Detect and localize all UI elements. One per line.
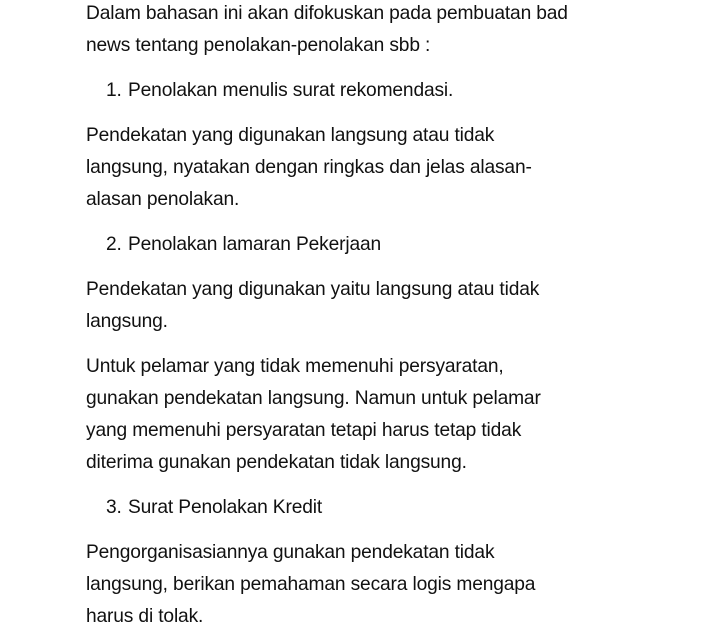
text-line: langsung, berikan pemahaman secara logis mengapa	[86, 574, 536, 595]
list-number: 2.	[106, 234, 122, 255]
text-line: Pendekatan yang digunakan langsung atau tidak	[86, 125, 495, 146]
text-line: Pendekatan yang digunakan yaitu langsung atau tidak	[86, 279, 540, 300]
list-item-2	[86, 229, 646, 261]
text-line: Pengorganisasiannya gunakan pendekatan tidak	[86, 542, 495, 563]
paragraph-3	[86, 351, 646, 479]
intro-paragraph	[86, 0, 646, 62]
text-line: Untuk pelamar yang tidak memenuhi persyaratan,	[86, 356, 504, 377]
paragraph-1	[86, 120, 646, 216]
text-line: langsung, nyatakan dengan ringkas dan jelas alasan-	[86, 157, 532, 178]
list-number: 1.	[106, 80, 122, 101]
paragraph-2	[86, 274, 646, 338]
text-line: Dalam bahasan ini akan difokuskan pada pembuatan bad	[86, 3, 568, 24]
document-body	[86, 0, 646, 630]
text-line: gunakan pendekatan langsung. Namun untuk pelamar	[86, 388, 541, 409]
text-line: harus di tolak.	[86, 606, 204, 627]
text-line: alasan penolakan.	[86, 189, 240, 210]
text-line: news tentang penolakan-penolakan sbb :	[86, 35, 431, 56]
list-item-text: Penolakan menulis surat rekomendasi.	[128, 80, 454, 101]
list-number: 3.	[106, 497, 122, 518]
text-line: yang memenuhi persyaratan tetapi harus tetap tidak	[86, 420, 522, 441]
text-line: diterima gunakan pendekatan tidak langsung.	[86, 452, 467, 473]
paragraph-4	[86, 537, 646, 630]
text-line: langsung.	[86, 311, 168, 332]
list-item-text: Penolakan lamaran Pekerjaan	[128, 234, 382, 255]
list-item-1	[86, 75, 646, 107]
list-item-text: Surat Penolakan Kredit	[128, 497, 323, 518]
list-item-3	[86, 492, 646, 524]
